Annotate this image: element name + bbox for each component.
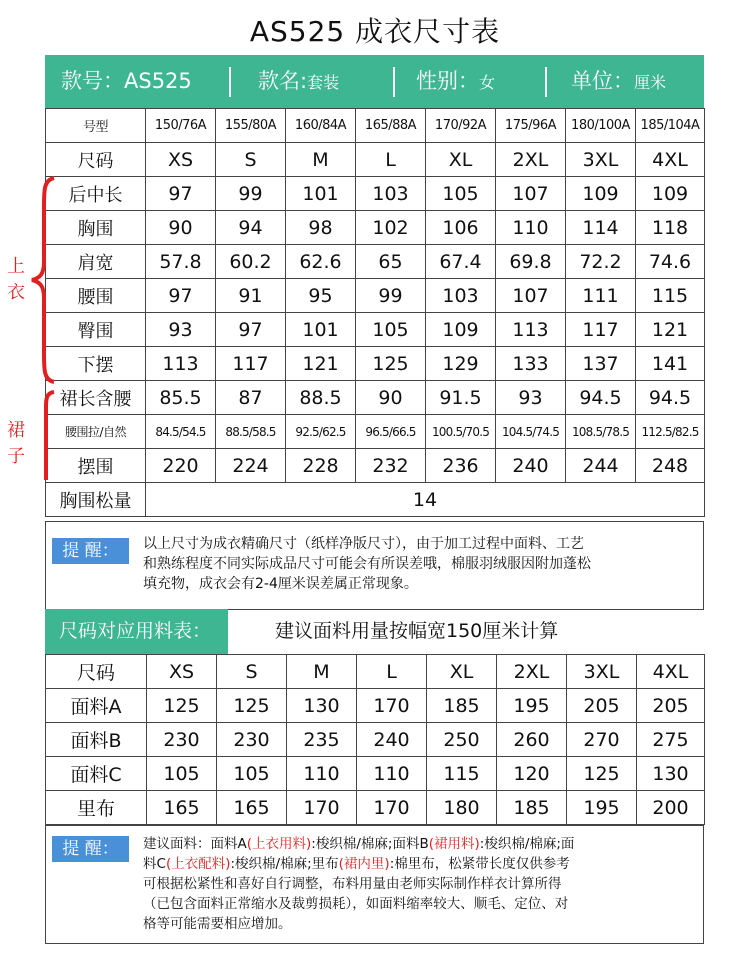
table-cell: 105 — [356, 313, 426, 347]
table-cell: 165/88A — [356, 109, 426, 143]
row-label: 裙长含腰 — [46, 381, 146, 415]
top-label: 上衣 — [7, 256, 25, 303]
table-cell: 74.6 — [636, 245, 705, 279]
table-cell: 185 — [427, 689, 497, 723]
table-cell: 230 — [217, 723, 287, 757]
table-cell: 97 — [146, 177, 216, 211]
table-cell: 150/76A — [146, 109, 216, 143]
gender — [416, 55, 495, 108]
note-line — [143, 854, 699, 874]
table-cell: 97 — [216, 313, 286, 347]
table-cell: 101 — [286, 313, 356, 347]
table-cell: 117 — [566, 313, 636, 347]
table-cell: M — [286, 143, 356, 177]
table-cell: XL — [426, 143, 496, 177]
table-row — [46, 449, 705, 483]
table-cell: 103 — [356, 177, 426, 211]
note-highlight: (上衣配料) — [165, 856, 231, 872]
table-cell: 110 — [357, 757, 427, 791]
unit-value: 厘米 — [634, 73, 667, 92]
table-cell: 3XL — [567, 655, 637, 689]
style-number: 款号：AS525 — [61, 69, 192, 93]
table-cell: 62.6 — [286, 245, 356, 279]
table-cell: 121 — [286, 347, 356, 381]
table-row — [46, 791, 705, 825]
row-label: 腰围拉/自然 — [46, 415, 146, 449]
table-cell: 90 — [356, 381, 426, 415]
table-cell: 2XL — [497, 655, 567, 689]
note-line: 填充物，成衣会有2-4厘米误差属正常现象。 — [143, 576, 418, 592]
table-cell: 175/96A — [496, 109, 566, 143]
note-seg: :梭织棉/棉麻;面 — [479, 836, 575, 852]
table-cell: 160/84A — [286, 109, 356, 143]
table-cell: XL — [427, 655, 497, 689]
table-row — [46, 347, 705, 381]
table-cell: 105 — [217, 757, 287, 791]
table-cell: XS — [146, 143, 216, 177]
table-cell: 65 — [356, 245, 426, 279]
table-cell: XS — [147, 655, 217, 689]
table-cell: 108.5/78.5 — [566, 415, 636, 449]
unit-label: 单位： — [571, 69, 634, 93]
table-cell: 90 — [146, 211, 216, 245]
table-cell: 105 — [426, 177, 496, 211]
table-cell: 180 — [427, 791, 497, 825]
table-cell: 130 — [287, 689, 357, 723]
row-label: 摆围 — [46, 449, 146, 483]
table-cell: 220 — [146, 449, 216, 483]
row-label: 胸围 — [46, 211, 146, 245]
table-cell: 88.5/58.5 — [216, 415, 286, 449]
row-label: 里布 — [46, 791, 147, 825]
table-cell: 165 — [147, 791, 217, 825]
table-cell: 2XL — [496, 143, 566, 177]
table-row — [46, 689, 705, 723]
note-seg: 建议面料：面料A — [143, 836, 247, 852]
table-cell: 118 — [636, 211, 705, 245]
table-cell: 125 — [147, 689, 217, 723]
fabric-note-text — [143, 834, 699, 934]
note-line: 格等可能需要相应增加。 — [143, 916, 292, 932]
table-cell: 115 — [636, 279, 705, 313]
table-cell: 235 — [287, 723, 357, 757]
table-cell: 95 — [286, 279, 356, 313]
table-cell: 250 — [427, 723, 497, 757]
note-seg: :梭织棉/棉麻;里布 — [230, 856, 339, 872]
row-label: 号型 — [46, 109, 146, 143]
table-cell: 170 — [357, 791, 427, 825]
table-cell: 121 — [636, 313, 705, 347]
table-cell: 115 — [427, 757, 497, 791]
table-cell: 125 — [356, 347, 426, 381]
table-cell: 195 — [567, 791, 637, 825]
table-cell: 111 — [566, 279, 636, 313]
table-cell: 130 — [637, 757, 705, 791]
note-seg: :棉里布，松紧带长度仅供参考 — [389, 856, 570, 872]
table-cell: 133 — [496, 347, 566, 381]
table-cell: 109 — [426, 313, 496, 347]
table-cell: 100.5/70.5 — [426, 415, 496, 449]
gender-label: 性别： — [416, 69, 479, 93]
table-cell: S — [217, 655, 287, 689]
row-label: 后中长 — [46, 177, 146, 211]
table-cell: 94.5 — [636, 381, 705, 415]
table-cell: S — [216, 143, 286, 177]
table-cell: 248 — [636, 449, 705, 483]
table-row — [46, 415, 705, 449]
note-line: （已包含面料正常缩水及裁剪损耗），如面料缩率较大、顺毛、定位、对 — [143, 896, 569, 912]
table-cell: 91.5 — [426, 381, 496, 415]
table-cell: 99 — [356, 279, 426, 313]
table-cell: M — [287, 655, 357, 689]
table-row — [46, 279, 705, 313]
row-label: 面料A — [46, 689, 147, 723]
table-cell: 232 — [356, 449, 426, 483]
table-cell: 57.8 — [146, 245, 216, 279]
note-highlight: (裙内里) — [338, 856, 390, 872]
style-name-value: 套装 — [307, 73, 340, 92]
fabric-width-note: 建议面料用量按幅宽150厘米计算 — [275, 620, 559, 642]
table-cell: 228 — [286, 449, 356, 483]
table-cell: 3XL — [566, 143, 636, 177]
note-seg: 料C — [143, 856, 166, 872]
table-cell: 275 — [637, 723, 705, 757]
table-cell: 244 — [566, 449, 636, 483]
table-cell: 84.5/54.5 — [146, 415, 216, 449]
table-cell: 113 — [496, 313, 566, 347]
table-cell: 107 — [496, 177, 566, 211]
reminder-badge: 提 醒： — [52, 538, 129, 564]
fabric-section-header — [45, 609, 704, 654]
table-cell: 110 — [287, 757, 357, 791]
table-cell: 170/92A — [426, 109, 496, 143]
table-cell: 170 — [287, 791, 357, 825]
table-cell: 102 — [356, 211, 426, 245]
row-label: 尺码 — [46, 655, 147, 689]
table-cell: 93 — [496, 381, 566, 415]
note-seg: :梭织棉/棉麻;面料B — [311, 836, 429, 852]
table-cell: 105 — [147, 757, 217, 791]
header-divider — [545, 67, 547, 97]
table-cell: 205 — [637, 689, 705, 723]
table-row — [46, 655, 705, 689]
table-cell: 85.5 — [146, 381, 216, 415]
table-cell: 110 — [496, 211, 566, 245]
table-cell: 205 — [567, 689, 637, 723]
fabric-section-label: 尺码对应用料表： — [45, 609, 228, 654]
table-cell: 109 — [636, 177, 705, 211]
table-cell: 94 — [216, 211, 286, 245]
skirt-brace — [36, 390, 58, 485]
table-cell: 200 — [637, 791, 705, 825]
table-row — [46, 211, 705, 245]
style-name — [258, 55, 339, 108]
table-cell: 185/104A — [636, 109, 705, 143]
table-row — [46, 245, 705, 279]
note-highlight: (上衣用料) — [246, 836, 312, 852]
table-cell: 113 — [146, 347, 216, 381]
table-cell: L — [356, 143, 426, 177]
header-divider — [229, 67, 231, 97]
note-line — [143, 834, 699, 854]
table-cell: 97 — [146, 279, 216, 313]
note-line: 以上尺寸为成衣精确尺寸（纸样净版尺寸），由于加工过程中面料、工艺 — [143, 536, 584, 552]
table-cell: 98 — [286, 211, 356, 245]
table-row — [46, 143, 705, 177]
table-cell: 112.5/82.5 — [636, 415, 705, 449]
table-cell: L — [357, 655, 427, 689]
table-cell: 141 — [636, 347, 705, 381]
table-cell: 87 — [216, 381, 286, 415]
unit — [571, 55, 666, 108]
table-cell: 195 — [497, 689, 567, 723]
note-box-1 — [45, 521, 704, 610]
table-cell: 88.5 — [286, 381, 356, 415]
table-row — [46, 483, 705, 517]
note-line: 和熟练程度不同实际成品尺寸可能会有所误差哦，棉服羽绒服因附加蓬松 — [143, 556, 591, 572]
note-text — [143, 534, 698, 594]
row-label: 面料B — [46, 723, 147, 757]
skirt-label: 裙子 — [7, 420, 25, 467]
table-cell: 125 — [217, 689, 287, 723]
row-label: 肩宽 — [46, 245, 146, 279]
ease-label: 胸围松量 — [46, 483, 146, 517]
table-cell: 99 — [216, 177, 286, 211]
spec-header-bar — [45, 55, 704, 108]
table-cell: 117 — [216, 347, 286, 381]
table-cell: 93 — [146, 313, 216, 347]
table-cell: 92.5/62.5 — [286, 415, 356, 449]
table-cell: 69.8 — [496, 245, 566, 279]
note-highlight: (裙用料) — [428, 836, 480, 852]
table-cell: 165 — [217, 791, 287, 825]
table-cell: 270 — [567, 723, 637, 757]
table-cell: 230 — [147, 723, 217, 757]
row-label: 面料C — [46, 757, 147, 791]
table-row — [46, 177, 705, 211]
table-cell: 260 — [497, 723, 567, 757]
table-cell: 104.5/74.5 — [496, 415, 566, 449]
style-name-label: 款名: — [258, 69, 308, 93]
table-cell: 103 — [426, 279, 496, 313]
table-cell: 185 — [497, 791, 567, 825]
top-brace — [28, 176, 58, 384]
table-cell: 67.4 — [426, 245, 496, 279]
row-label: 腰围 — [46, 279, 146, 313]
table-row — [46, 381, 705, 415]
table-cell: 236 — [426, 449, 496, 483]
table-cell: 107 — [496, 279, 566, 313]
table-cell: 72.2 — [566, 245, 636, 279]
table-cell: 180/100A — [566, 109, 636, 143]
table-row — [46, 313, 705, 347]
row-label: 臀围 — [46, 313, 146, 347]
table-cell: 125 — [567, 757, 637, 791]
note-line: 可根据松紧性和喜好自行调整，布料用量由老师实际制作样衣计算所得 — [143, 876, 562, 892]
table-row — [46, 757, 705, 791]
table-cell: 60.2 — [216, 245, 286, 279]
ease-value: 14 — [146, 483, 705, 517]
row-label: 尺码 — [46, 143, 146, 177]
table-cell: 137 — [566, 347, 636, 381]
table-cell: 155/80A — [216, 109, 286, 143]
page-title: AS525 成衣尺寸表 — [249, 15, 501, 48]
table-cell: 106 — [426, 211, 496, 245]
row-label: 下摆 — [46, 347, 146, 381]
table-cell: 109 — [566, 177, 636, 211]
table-row — [46, 109, 705, 143]
reminder-badge: 提 醒： — [52, 836, 129, 862]
table-cell: 129 — [426, 347, 496, 381]
table-cell: 91 — [216, 279, 286, 313]
table-cell: 224 — [216, 449, 286, 483]
table-cell: 240 — [496, 449, 566, 483]
table-cell: 240 — [357, 723, 427, 757]
table-cell: 94.5 — [566, 381, 636, 415]
table-cell: 120 — [497, 757, 567, 791]
table-cell: 4XL — [637, 655, 705, 689]
table-cell: 170 — [357, 689, 427, 723]
table-cell: 101 — [286, 177, 356, 211]
note-box-2 — [45, 825, 704, 944]
gender-value: 女 — [479, 73, 496, 92]
size-table — [45, 108, 705, 517]
table-cell: 96.5/66.5 — [356, 415, 426, 449]
table-cell: 4XL — [636, 143, 705, 177]
table-cell: 114 — [566, 211, 636, 245]
header-divider — [393, 67, 395, 97]
fabric-table — [45, 654, 705, 825]
table-row — [46, 723, 705, 757]
